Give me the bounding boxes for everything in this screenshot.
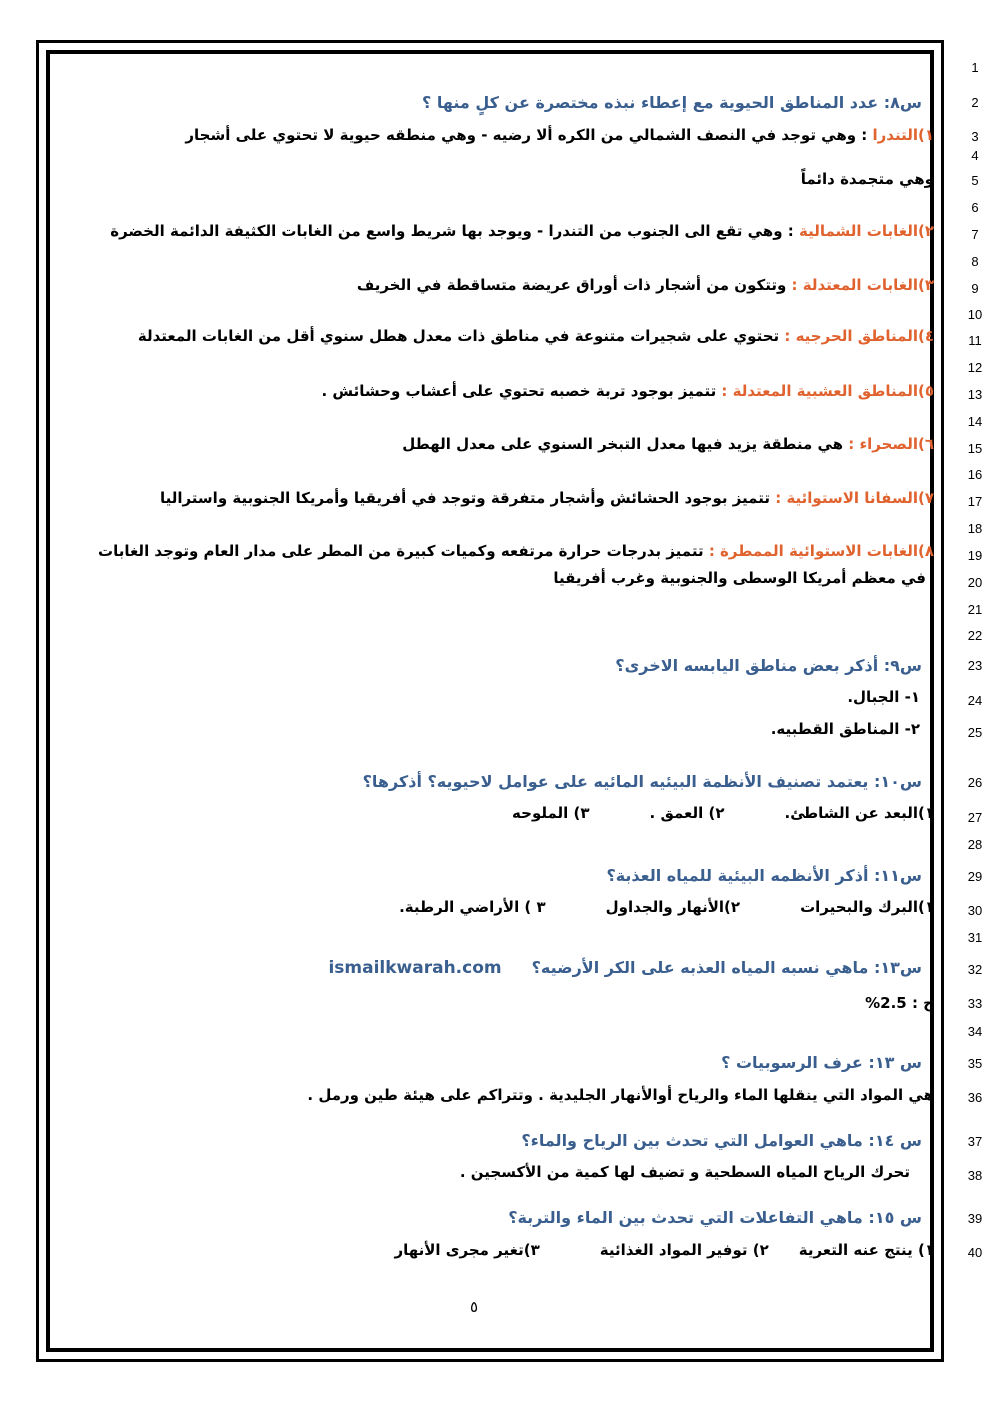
- list-item: [160, 489, 934, 507]
- line-number: 19: [967, 548, 983, 563]
- list-item: [98, 542, 934, 560]
- item-text: : وهي تقع الى الجنوب من التندرا - ويوجد بها شريط واسع من الغابات الكثيفة الدائمة الخضرة: [110, 222, 799, 240]
- question-11: س١١: أذكر الأنظمه البيئية للمياه العذبة؟: [606, 866, 922, 885]
- question-14: س ١٤: ماهي العوامل التي تحدث بين الرياح والماء؟: [521, 1131, 922, 1150]
- question-10: س١٠: يعتمد تصنيف الأنظمة البيئيه المائيه على عوامل لاحيويه؟ أذكرها؟: [362, 772, 922, 791]
- answer-part: ٣)تغير مجرى الأنهار: [394, 1241, 540, 1259]
- list-item: [357, 276, 934, 294]
- answer-line: هي المواد التي ينقلها الماء والرياح أوالأنهار الجليدية . وتتراكم على هيئة طين ورمل .: [307, 1086, 934, 1104]
- answer-part: ٢)الأنهار والجداول: [605, 898, 741, 916]
- line-number: 7: [971, 227, 979, 242]
- line-number: 14: [967, 414, 983, 429]
- line-number: 27: [967, 810, 983, 825]
- item-term: الصحراء :: [848, 435, 918, 453]
- answer-line: تحرك الرياح المياه السطحية و تضيف لها كمية من الأكسجين .: [459, 1163, 910, 1181]
- line-number: 4: [971, 148, 979, 163]
- list-item: [322, 382, 934, 400]
- page-frame-inner: [46, 50, 934, 1352]
- line-number: 5: [971, 173, 979, 188]
- line-number: 1: [971, 60, 979, 75]
- answer-part: ١)البعد عن الشاطئ.: [784, 804, 934, 822]
- line-number: 38: [967, 1168, 983, 1183]
- item-text: : وهي توجد في النصف الشمالي من الكره ألا رضيه - وهي منطقه حيوية لا تحتوي على أشجار: [185, 126, 873, 144]
- item-text: تتميز بوجود الحشائش وأشجار متفرقة وتوجد في أفريقيا وأمريكا الجنوبية واستراليا: [159, 489, 776, 507]
- line-number: 23: [967, 658, 983, 673]
- website-watermark: ismailkwarah.com: [328, 958, 502, 978]
- page-number: ٥: [470, 1298, 479, 1316]
- item-number: ١): [917, 126, 934, 144]
- answer-part: ٣) الملوحه: [512, 804, 590, 822]
- line-number: 11: [968, 333, 982, 348]
- line-number: 12: [967, 360, 983, 375]
- answer-line: ٢- المناطق القطبيه.: [770, 720, 920, 738]
- line-number: 2: [971, 95, 979, 110]
- line-number: 21: [967, 602, 983, 617]
- line-number: 16: [967, 467, 983, 482]
- line-number: 3: [971, 129, 979, 144]
- list-item: [138, 327, 934, 345]
- line-number: 26: [967, 775, 983, 790]
- question-8: س٨: عدد المناطق الحيوية مع إعطاء نبذه مختصرة عن كلٍ منها ؟: [421, 93, 922, 112]
- line-number: 36: [967, 1090, 983, 1105]
- answer-line: [394, 1241, 934, 1259]
- line-number: 8: [971, 254, 979, 269]
- item-term: التندرا: [872, 126, 918, 144]
- answer-part: ١)البرك والبحيرات: [800, 898, 934, 916]
- item-number: ٥): [917, 382, 934, 400]
- line-number: 28: [967, 837, 983, 852]
- answer-line: [512, 804, 934, 822]
- line-number: 13: [967, 387, 983, 402]
- question-text: س١٣: ماهي نسبه المياه العذبه على الكر الأرضيه؟: [531, 958, 922, 977]
- line-number: 30: [967, 903, 983, 918]
- list-item: [110, 222, 934, 240]
- line-number: 29: [967, 869, 983, 884]
- item-text: وهي متجمدة دائماً: [800, 170, 934, 188]
- line-number: 37: [967, 1134, 983, 1149]
- item-text: وتتكون من أشجار ذات أوراق عريضة متساقطة في الخريف: [356, 276, 792, 294]
- item-text: في معظم أمريكا الوسطى والجنوبية وغرب أفريقيا: [553, 569, 926, 587]
- list-item: [801, 170, 934, 188]
- line-number: 15: [967, 441, 983, 456]
- answer-line: [399, 898, 934, 916]
- item-number: ٦): [917, 435, 934, 453]
- item-term: الغابات المعتدلة :: [791, 276, 918, 294]
- line-number: 31: [967, 930, 983, 945]
- answer-line: ج : 2.5%: [865, 994, 934, 1012]
- item-number: ٧): [917, 489, 934, 507]
- question-9: س٩: أذكر بعض مناطق اليابسه الاخرى؟: [615, 656, 922, 675]
- line-number: 22: [967, 628, 983, 643]
- question-15: س ١٥: ماهي التفاعلات التي تحدث بين الماء والتربة؟: [508, 1208, 922, 1227]
- item-text: تتميز بدرجات حرارة مرتفعه وكميات كبيرة من المطر على مدار العام وتوجد الغابات: [98, 542, 709, 560]
- line-number: 24: [967, 693, 983, 708]
- line-number: 34: [967, 1024, 983, 1039]
- question-12: [328, 958, 922, 978]
- item-term: السفانا الاستوائية :: [775, 489, 918, 507]
- item-term: المناطق العشبية المعتدلة :: [721, 382, 918, 400]
- answer-part: ٢) العمق .: [649, 804, 725, 822]
- item-text: تتميز بوجود تربة خصبه تحتوي على أعشاب وحشائش .: [321, 382, 722, 400]
- line-number: 20: [967, 575, 983, 590]
- item-term: الغابات الشمالية: [798, 222, 918, 240]
- line-number: 35: [967, 1056, 983, 1071]
- line-number: 40: [967, 1245, 983, 1260]
- question-13: س ١٣: عرف الرسوبيات ؟: [721, 1053, 922, 1072]
- line-number: 32: [967, 962, 983, 977]
- answer-part: ٢) توفير المواد الغذائية: [599, 1241, 769, 1259]
- item-text: تحتوي على شجيرات متنوعة في مناطق ذات معدل هطل سنوي أقل من الغابات المعتدلة: [137, 327, 785, 345]
- item-term: المناطق الحرجيه :: [784, 327, 918, 345]
- list-item: [553, 569, 926, 587]
- item-number: ٤): [917, 327, 934, 345]
- line-number: 9: [971, 281, 979, 296]
- line-number: 6: [971, 200, 979, 215]
- list-item: [402, 435, 934, 453]
- item-term: الغابات الاستوائية الممطرة :: [708, 542, 918, 560]
- line-number: 33: [967, 996, 983, 1011]
- item-number: ٨): [917, 542, 934, 560]
- answer-part: ١) ينتج عنه التعرية: [798, 1241, 934, 1259]
- item-text: هي منطقة يزيد فيها معدل التبخر السنوي على معدل الهطل: [402, 435, 849, 453]
- line-number: 18: [967, 521, 983, 536]
- line-number: 39: [967, 1211, 983, 1226]
- line-number: 17: [967, 494, 983, 509]
- line-number: 25: [967, 725, 983, 740]
- item-number: ٢): [917, 222, 934, 240]
- answer-line: ١- الجبال.: [847, 688, 920, 706]
- list-item: [185, 126, 934, 144]
- answer-part: ٣ ) الأراضي الرطبة.: [399, 898, 546, 916]
- line-number: 10: [967, 307, 983, 322]
- item-number: ٣): [917, 276, 934, 294]
